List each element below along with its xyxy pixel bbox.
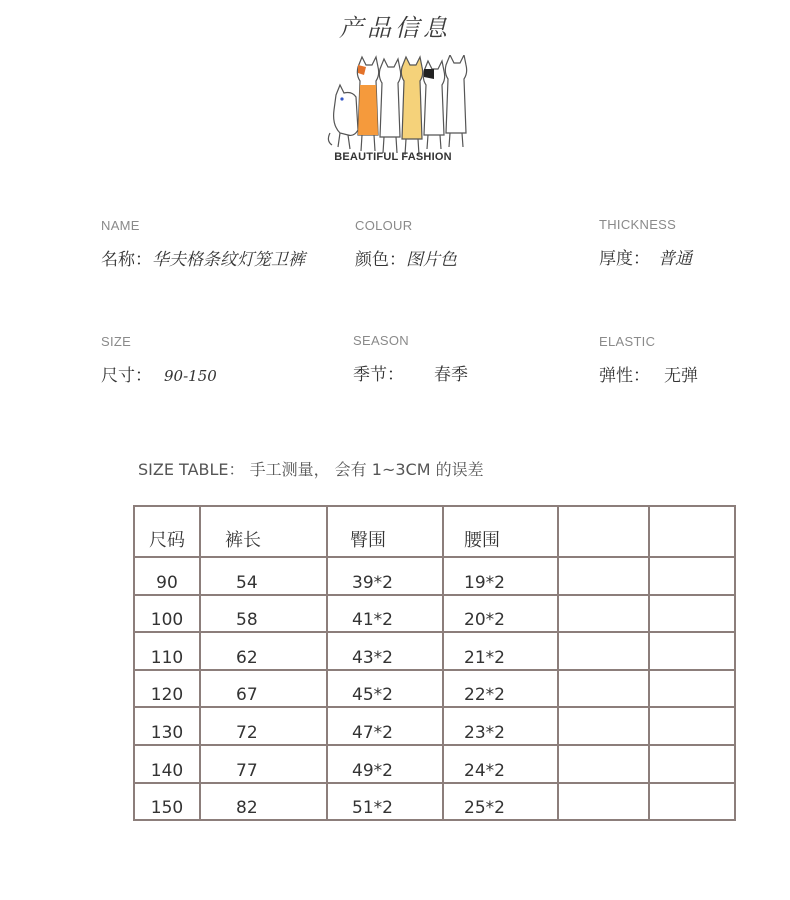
info-name-label: 名称： xyxy=(101,250,152,270)
info-colour xyxy=(355,218,457,270)
table-cell: 19*2 xyxy=(443,557,558,595)
page-title: 产品信息 xyxy=(339,14,451,42)
table-cell: 41*2 xyxy=(327,595,443,633)
table-row xyxy=(134,745,735,783)
table-cell: 22*2 xyxy=(443,670,558,708)
info-season-label: 季节： xyxy=(353,365,404,385)
table-cell: 43*2 xyxy=(327,632,443,670)
table-header-row xyxy=(134,506,735,557)
info-thickness-en: THICKNESS xyxy=(599,217,677,232)
table-cell xyxy=(558,670,649,708)
table-row xyxy=(134,670,735,708)
table-cell xyxy=(649,670,735,708)
table-cell xyxy=(558,632,649,670)
info-thickness-label: 厚度： xyxy=(599,249,650,269)
table-cell: 77 xyxy=(200,745,327,783)
table-cell: 54 xyxy=(200,557,327,595)
size-table xyxy=(133,505,736,821)
table-row xyxy=(134,783,735,821)
table-cell: 62 xyxy=(200,632,327,670)
table-cell xyxy=(558,595,649,633)
info-season-en: SEASON xyxy=(353,333,409,348)
table-cell: 51*2 xyxy=(327,783,443,821)
table-cell: 49*2 xyxy=(327,745,443,783)
info-name-en: NAME xyxy=(101,218,140,233)
table-cell: 110 xyxy=(134,632,200,670)
table-cell: 45*2 xyxy=(327,670,443,708)
header-cell: 臀围 xyxy=(327,506,443,557)
size-table-title: SIZE TABLE： 手工测量， 会有 1~3CM 的误差 xyxy=(138,460,484,479)
table-cell: 25*2 xyxy=(443,783,558,821)
table-cell: 120 xyxy=(134,670,200,708)
table-row xyxy=(134,557,735,595)
table-cell: 100 xyxy=(134,595,200,633)
info-name xyxy=(101,218,305,270)
table-cell: 90 xyxy=(134,557,200,595)
table-cell: 72 xyxy=(200,707,327,745)
header-cell xyxy=(649,506,735,557)
header-cell xyxy=(558,506,649,557)
table-cell: 82 xyxy=(200,783,327,821)
table-cell xyxy=(649,783,735,821)
table-cell: 24*2 xyxy=(443,745,558,783)
table-cell xyxy=(649,745,735,783)
info-colour-en: COLOUR xyxy=(355,218,413,233)
header-cell: 尺码 xyxy=(134,506,200,557)
table-cell: 39*2 xyxy=(327,557,443,595)
info-elastic-label: 弹性： xyxy=(599,366,650,386)
info-size-value: 90-150 xyxy=(164,367,217,385)
table-cell: 20*2 xyxy=(443,595,558,633)
table-cell xyxy=(558,707,649,745)
info-elastic-en: ELASTIC xyxy=(599,334,656,349)
info-colour-label: 颜色： xyxy=(355,250,406,270)
table-cell xyxy=(558,745,649,783)
info-size xyxy=(101,334,217,386)
table-cell: 21*2 xyxy=(443,632,558,670)
info-elastic xyxy=(599,334,698,386)
table-row xyxy=(134,595,735,633)
table-row xyxy=(134,707,735,745)
info-thickness xyxy=(599,217,692,269)
info-elastic-value: 无弹 xyxy=(664,366,698,386)
table-cell: 67 xyxy=(200,670,327,708)
brand-name: BEAUTIFUL FASHION xyxy=(334,151,452,163)
table-row xyxy=(134,632,735,670)
info-season-value: 春季 xyxy=(434,365,468,385)
table-cell: 58 xyxy=(200,595,327,633)
info-size-label: 尺寸： xyxy=(101,366,152,386)
table-cell: 150 xyxy=(134,783,200,821)
info-thickness-value: 普通 xyxy=(658,249,692,269)
table-cell xyxy=(649,557,735,595)
table-cell xyxy=(558,783,649,821)
header-cell: 裤长 xyxy=(200,506,327,557)
table-cell: 47*2 xyxy=(327,707,443,745)
table-cell xyxy=(649,595,735,633)
table-cell: 23*2 xyxy=(443,707,558,745)
header-cell: 腰围 xyxy=(443,506,558,557)
info-size-en: SIZE xyxy=(101,334,132,349)
info-season xyxy=(353,333,468,385)
table-cell xyxy=(558,557,649,595)
info-colour-value: 图片色 xyxy=(406,250,457,270)
table-cell xyxy=(649,707,735,745)
table-cell xyxy=(649,632,735,670)
table-cell: 130 xyxy=(134,707,200,745)
info-name-value: 华夫格条纹灯笼卫裤 xyxy=(152,250,305,270)
table-cell: 140 xyxy=(134,745,200,783)
